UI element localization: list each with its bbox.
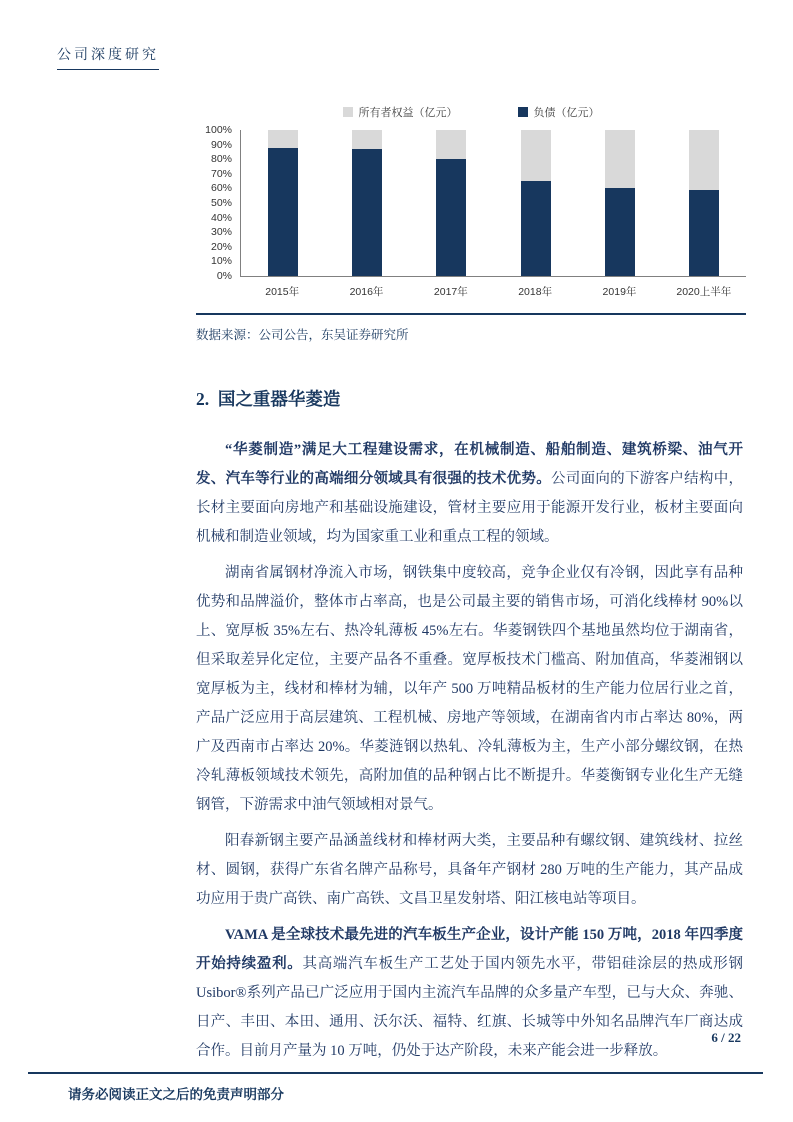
y-tick-label: 100% [205, 124, 232, 136]
y-tick-label: 40% [210, 211, 232, 224]
paragraph [196, 559, 743, 820]
bar-segment [689, 130, 719, 190]
chart-area [196, 124, 746, 282]
bar-group [662, 130, 746, 276]
figure-bottom-rule [196, 313, 746, 315]
legend-item [518, 104, 600, 120]
legend-item [343, 104, 458, 120]
bar-segment [436, 130, 466, 159]
y-tick-label: 20% [210, 240, 232, 253]
paragraph-run-bold: VAMA 是全球技术最先进的汽车板生产企业，设计产能 150 万吨，2018 年四季度开始持续盈利。 [196, 927, 743, 972]
figure-block [196, 104, 746, 343]
y-tick-label: 50% [210, 197, 232, 209]
y-tick-label: 90% [210, 138, 232, 151]
y-tick-label: 70% [210, 167, 232, 180]
bar-group [325, 130, 409, 276]
x-category-label: 2017年 [433, 286, 468, 298]
bar-segment [605, 130, 635, 188]
y-tick-label: 60% [210, 182, 232, 195]
data-source-caption: 数据来源：公司公告，东吴证券研究所 [196, 328, 409, 342]
bar-segment [605, 188, 635, 276]
legend-label: 所有者权益（亿元） [358, 107, 458, 119]
bar-segment [436, 159, 466, 276]
bar-group [409, 130, 493, 276]
x-axis-labels [240, 284, 746, 299]
footer [28, 1072, 763, 1103]
y-tick-label: 0% [216, 270, 232, 282]
bar-group [494, 130, 578, 276]
bar-group [241, 130, 325, 276]
y-tick-label: 10% [210, 255, 232, 268]
section-heading: 2. 国之重器华菱造 [196, 389, 341, 409]
legend-label: 负债（亿元） [533, 107, 600, 119]
paragraph-run: 公司面向的下游客户结构中，长材主要面向房地产和基础设施建设，管材主要应用于能源开发行业，板材主要面向机械和制造业领域，均为国家重工业和重点工程的领域。 [196, 471, 743, 545]
y-tick-label: 80% [210, 153, 232, 166]
paragraph [196, 921, 743, 1066]
paragraph-run-bold: “华菱制造”满足大工程建设需求，在机械制造、船舶制造、建筑桥梁、油气开发、汽车等行业的高端细分领域具有很强的技术优势。 [196, 442, 743, 487]
report-type-label: 公司深度研究 [57, 44, 159, 70]
x-category-label: 2016年 [349, 286, 384, 298]
legend-swatch [343, 107, 353, 117]
paragraph [196, 436, 743, 552]
y-tick-label: 30% [210, 226, 232, 239]
body-paragraphs [196, 436, 743, 1073]
disclaimer-text: 请务必阅读正文之后的免责声明部分 [68, 1087, 284, 1102]
x-category-label: 2019年 [602, 286, 637, 298]
bar-segment [268, 130, 298, 148]
bar-segment [268, 148, 298, 276]
x-category-label: 2015年 [265, 286, 300, 298]
bar-segment [352, 130, 382, 149]
bar-group [578, 130, 662, 276]
x-category-label: 2018年 [518, 286, 553, 298]
bar-segment [521, 130, 551, 181]
page-number: 6 / 22 [711, 1030, 741, 1045]
bar-segment [521, 181, 551, 276]
y-axis [196, 124, 240, 282]
x-category-label: 2020上半年 [676, 286, 732, 298]
bar-segment [689, 190, 719, 276]
chart-legend [196, 104, 746, 120]
paragraph-run: 阳春新钢主要产品涵盖线材和棒材两大类，主要品种有螺纹钢、建筑线材、拉丝材、圆钢，获得广东省名牌产品称号，具备年产钢材 280 万吨的生产能力，其产品成功应用于贵广高铁、南广高铁、文昌卫星发射塔、阳江核电站等项目。 [196, 833, 743, 907]
paragraph [196, 827, 743, 914]
plot-area [240, 130, 746, 277]
paragraph-run: 其高端汽车板生产工艺处于国内领先水平，带铝硅涂层的热成形钢 Usibor®系列产品已广泛应用于国内主流汽车品牌的众多量产车型，已与大众、奔驰、日产、丰田、本田、通用、沃尔沃、福特、红旗、长城等中外知名品牌汽车厂商达成合作。目前月产量为 10 万吨，仍处于达产阶段，未来产能会进一步释放。 [196, 956, 743, 1059]
paragraph-run: 湖南省属钢材净流入市场，钢铁集中度较高，竞争企业仅有冷钢，因此享有品种优势和品牌溢价，整体市占率高，也是公司最主要的销售市场，可消化线棒材 90%以上、宽厚板 35%左右、热冷轧薄板 45%左右。华菱钢铁四个基地虽然均位于湖南省，但采取差异化定位，主要产品各不重叠。宽厚板技术门槛高、附加值高，华菱湘钢以宽厚板为主，线材和棒材为辅，以年产 500 万吨精品板材的生产能力位居行业之首，产品广泛应用于高层建筑、工程机械、房地产等领域，在湖南省内市占率达 80%，两广及西南市占率达 20%。华菱涟钢以热轧、冷轧薄板为主，生产小部分螺纹钢，在热冷轧薄板领域技术领先，高附加值的品种钢占比不断提升。华菱衡钢专业化生产无缝钢管，下游需求中油气领域相对景气。 [196, 565, 743, 813]
bar-segment [352, 149, 382, 276]
legend-swatch [518, 107, 528, 117]
